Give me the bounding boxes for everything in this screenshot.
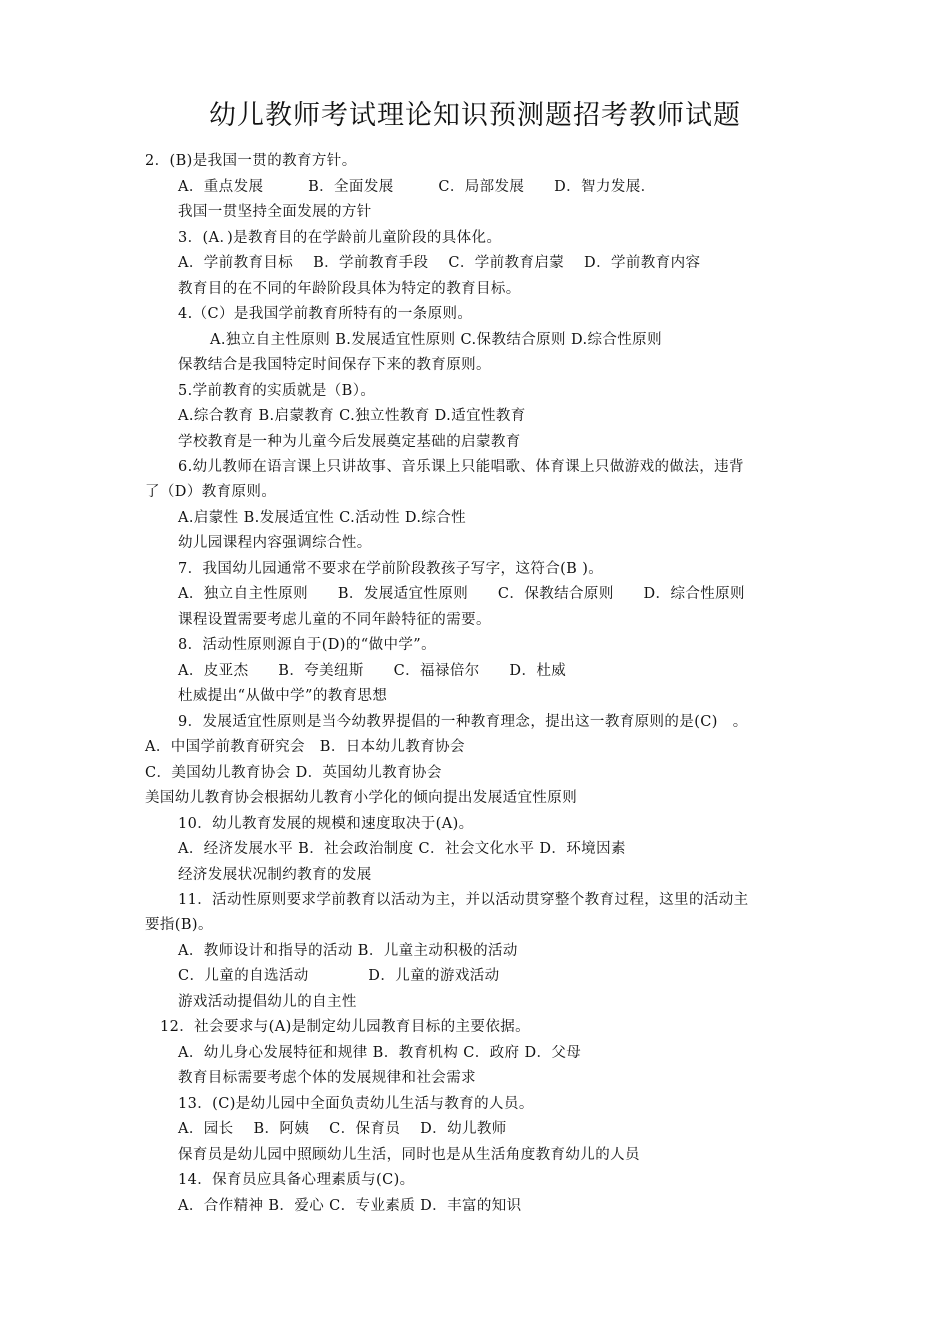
question-3-explanation: 教育目的在不同的年龄阶段具体为特定的教育目标。 (178, 281, 521, 297)
question-13-options: A．园长 B．阿姨 C．保育员 D．幼儿教师 (178, 1121, 507, 1137)
question-3-options: A．学前教育目标 B．学前教育手段 C．学前教育启蒙 D．学前教育内容 (178, 255, 701, 271)
question-10: 10．幼儿教育发展的规模和速度取决于(A)。 (178, 816, 474, 832)
question-9: 9．发展适宜性原则是当今幼教界提倡的一种教育理念，提出这一教育原则的是(C) 。 (178, 714, 748, 730)
question-4-explanation: 保教结合是我国特定时间保存下来的教育原则。 (178, 357, 491, 373)
question-8-explanation: 杜威提出“从做中学”的教育思想 (178, 688, 388, 704)
page-title: 幼儿教师考试理论知识预测题招考教师试题 (209, 100, 741, 131)
question-6-explanation: 幼儿园课程内容强调综合性。 (178, 535, 372, 551)
question-4-options: A.独立自主性原则 B.发展适宜性原则 C.保教结合原则 D.综合性原则 (210, 332, 662, 348)
question-5-explanation: 学校教育是一种为儿童今后发展奠定基础的启蒙教育 (178, 434, 521, 450)
question-2: 2．(B)是我国一贯的教育方针。 (145, 153, 357, 169)
question-3: 3．(A．)是教育目的在学龄前儿童阶段的具体化。 (178, 230, 502, 246)
question-13: 13．(C)是幼儿园中全面负责幼儿生活与教育的人员。 (178, 1096, 534, 1112)
question-12-explanation: 教育目标需要考虑个体的发展规律和社会需求 (178, 1070, 476, 1086)
question-9-options-c-d: C．美国幼儿教育协会 D．英国幼儿教育协会 (145, 765, 442, 781)
question-11: 11．活动性原则要求学前教育以活动为主，并以活动贯穿整个教育过程，这里的活动主 (178, 892, 749, 908)
question-9-options-a-b: A．中国学前教育研究会 B．日本幼儿教育协会 (145, 739, 465, 755)
question-11-options-a-b: A．教师设计和指导的活动 B．儿童主动积极的活动 (178, 943, 518, 959)
question-7-explanation: 课程设置需要考虑儿童的不同年龄特征的需要。 (178, 612, 491, 628)
question-12: 12．社会要求与(A)是制定幼儿园教育目标的主要依据。 (160, 1019, 531, 1035)
question-11-options-c-d: C．儿童的自选活动 D．儿童的游戏活动 (178, 968, 500, 984)
question-6-options: A.启蒙性 B.发展适宜性 C.活动性 D.综合性 (178, 510, 467, 526)
question-12-options: A．幼儿身心发展特征和规律 B．教育机构 C．政府 D．父母 (178, 1045, 582, 1061)
question-7: 7．我国幼儿园通常不要求在学前阶段教孩子写字，这符合(B )。 (178, 561, 604, 577)
question-5: 5.学前教育的实质就是（B）。 (178, 383, 376, 399)
question-9-explanation: 美国幼儿教育协会根据幼儿教育小学化的倾向提出发展适宜性原则 (145, 790, 578, 806)
question-7-options: A．独立自主性原则 B．发展适宜性原则 C．保教结合原则 D．综合性原则 (178, 586, 745, 602)
question-8-options: A．皮亚杰 B．夸美纽斯 C．福禄倍尔 D．杜威 (178, 663, 567, 679)
question-10-explanation: 经济发展状况制约教育的发展 (178, 867, 372, 883)
question-14: 14．保育员应具备心理素质与(C)。 (178, 1172, 415, 1188)
question-14-options: A．合作精神 B．爱心 C．专业素质 D．丰富的知识 (178, 1198, 522, 1214)
question-11-explanation: 游戏活动提倡幼儿的自主性 (178, 994, 357, 1010)
question-2-options: A．重点发展 B．全面发展 C．局部发展 D．智力发展． (178, 179, 656, 195)
question-6: 6.幼儿教师在语言课上只讲故事、音乐课上只能唱歌、体育课上只做游戏的做法，违背 (178, 459, 744, 475)
question-4: 4.（C）是我国学前教育所特有的一条原则。 (178, 306, 473, 322)
question-5-options: A.综合教育 B.启蒙教育 C.独立性教育 D.适宜性教育 (178, 408, 526, 424)
question-11-continued: 要指(B)。 (145, 917, 213, 933)
question-10-options: A．经济发展水平 B．社会政治制度 C．社会文化水平 D．环境因素 (178, 841, 626, 857)
question-2-explanation: 我国一贯坚持全面发展的方针 (178, 204, 372, 220)
question-13-explanation: 保育员是幼儿园中照顾幼儿生活，同时也是从生活角度教育幼儿的人员 (178, 1147, 640, 1163)
question-6-continued: 了（D）教育原则。 (145, 484, 277, 500)
question-8: 8．活动性原则源自于(D)的“做中学”。 (178, 637, 436, 653)
